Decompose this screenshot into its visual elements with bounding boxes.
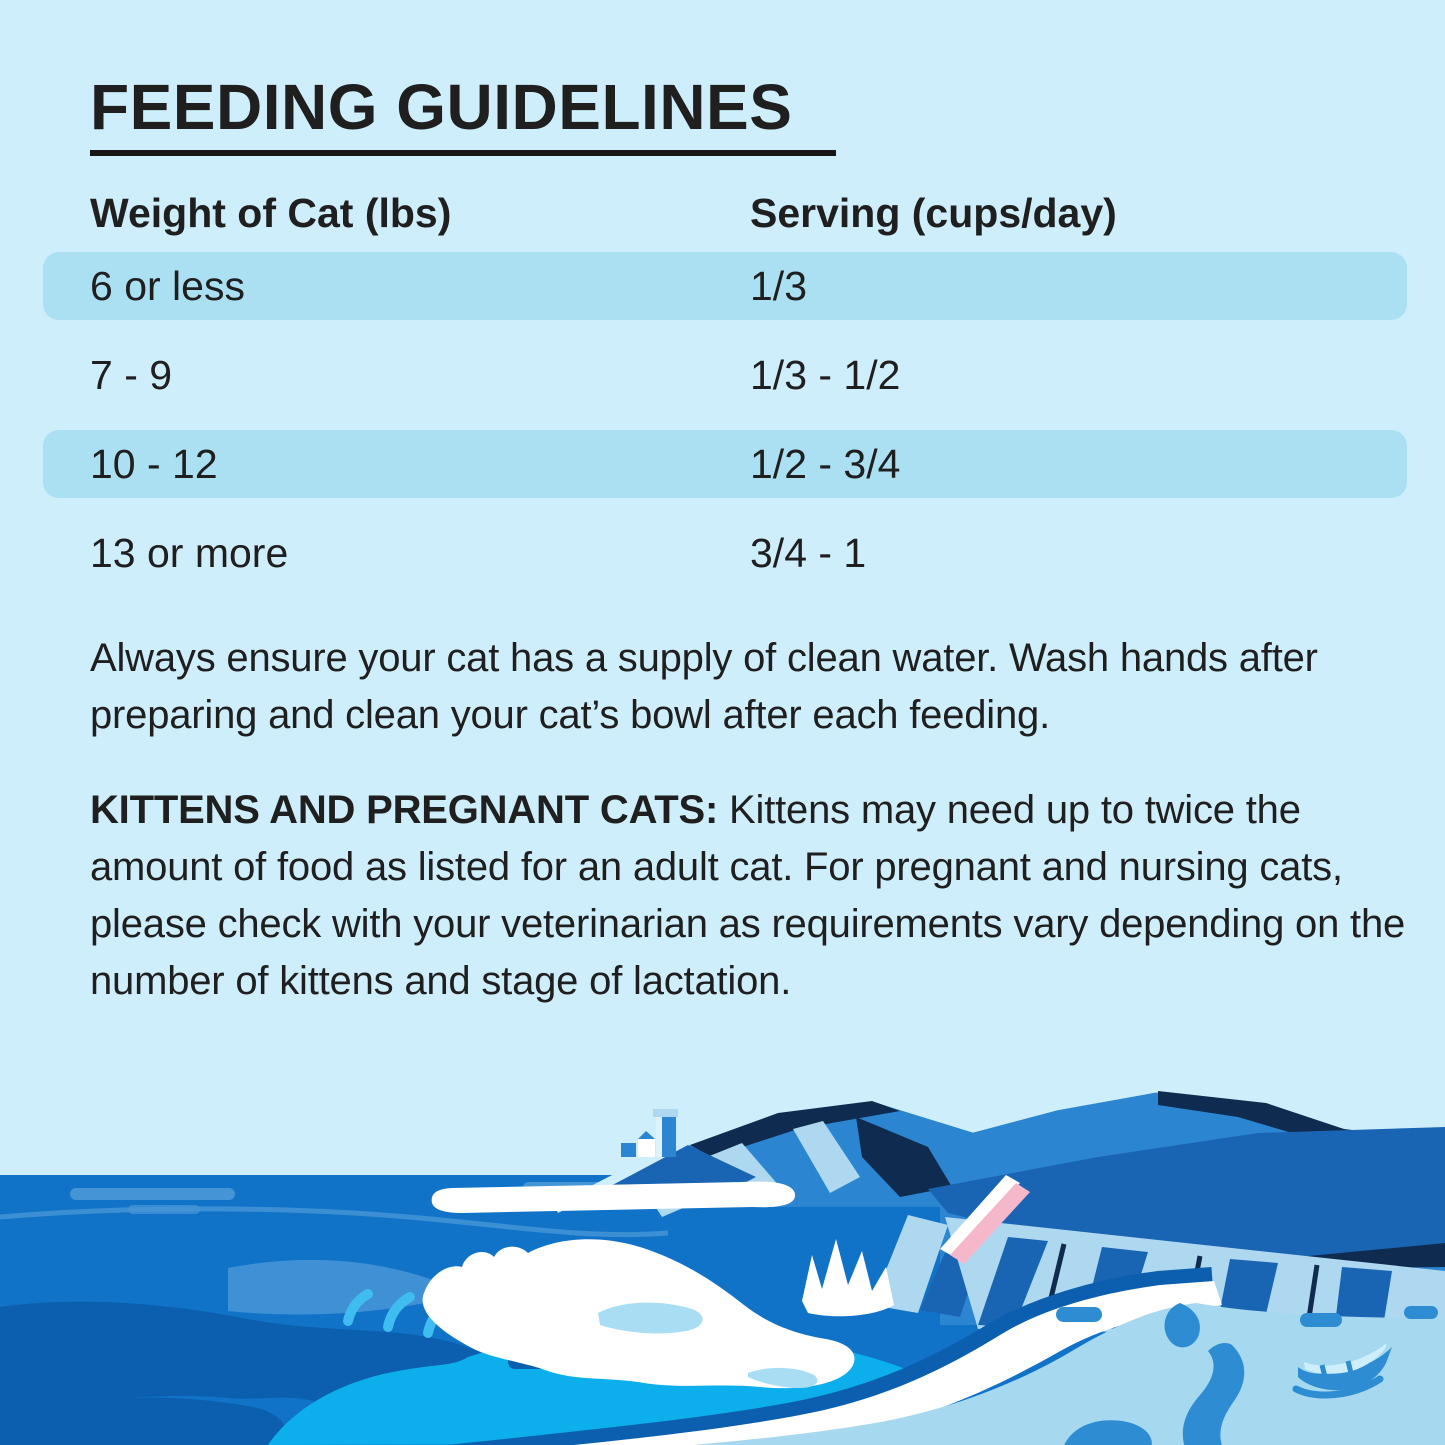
table-row	[43, 341, 1407, 409]
table-row	[43, 519, 1407, 587]
weight-cell: 13 or more	[90, 529, 289, 576]
table-row	[43, 252, 1407, 320]
weight-cell: 10 - 12	[90, 440, 218, 487]
column-header-weight: Weight of Cat (lbs)	[90, 190, 452, 236]
feeding-table	[43, 252, 1407, 608]
title-underline	[90, 150, 836, 156]
serving-cell: 1/3	[750, 262, 807, 309]
kittens-note	[90, 782, 1420, 1010]
feeding-table-header	[43, 190, 1407, 237]
coastal-illustration	[0, 1055, 1445, 1445]
weight-cell: 6 or less	[90, 262, 245, 309]
hygiene-note: Always ensure your cat has a supply of clean water. Wash hands after preparing and clean your cat’s bowl after each feeding.	[90, 636, 1318, 737]
serving-cell: 1/3 - 1/2	[750, 351, 901, 398]
serving-cell: 1/2 - 3/4	[750, 440, 901, 487]
serving-cell: 3/4 - 1	[750, 529, 867, 576]
page-title: FEEDING GUIDELINES	[90, 71, 793, 143]
kittens-note-label: KITTENS AND PREGNANT CATS:	[90, 788, 719, 832]
kittens-note-text: Kittens may need up to twice the amount of food as listed for an adult cat. For pregnant and nursing cats, please check with your veterinarian as requirements vary depending on the number of kittens and stage of lactation.	[90, 788, 1406, 1003]
weight-cell: 7 - 9	[90, 351, 173, 398]
column-header-serving: Serving (cups/day)	[750, 190, 1117, 236]
table-row	[43, 430, 1407, 498]
